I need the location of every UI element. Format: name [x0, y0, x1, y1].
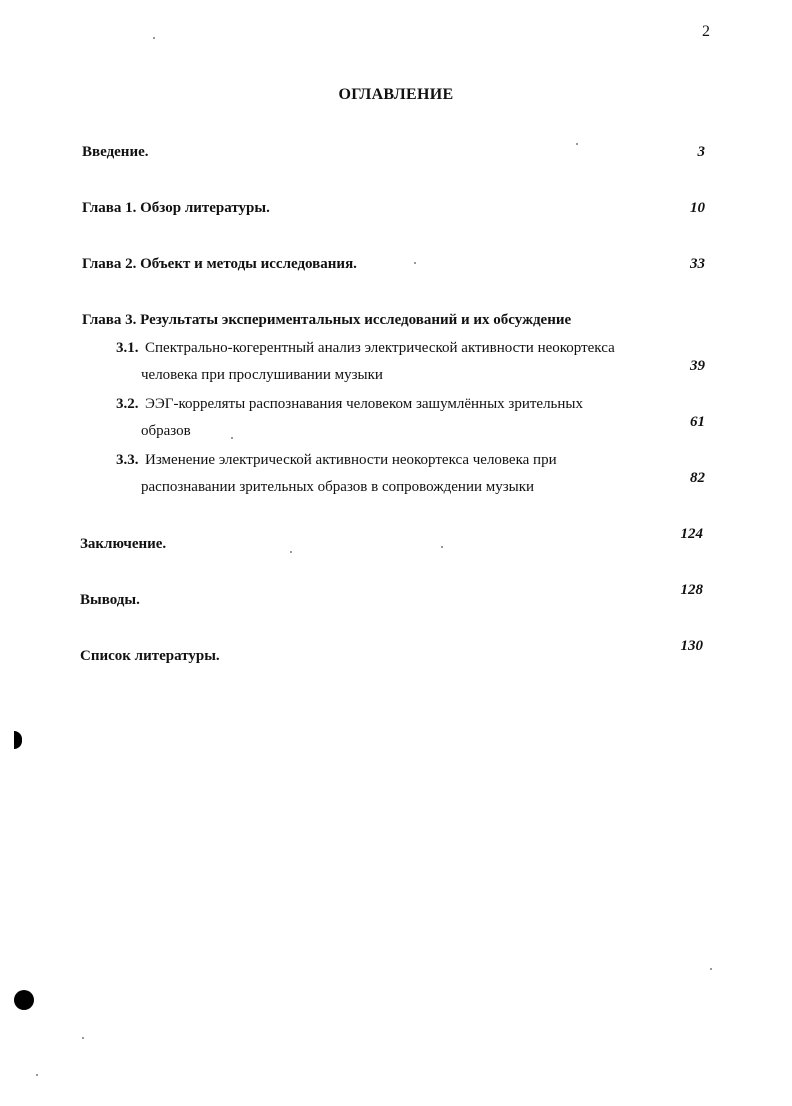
- toc-subsection-3-3-line1: Изменение электрической активности неокортекса человека при: [145, 452, 557, 468]
- toc-page-conclusion: 124: [680, 526, 703, 542]
- toc-subsection-3-2-line1: ЭЭГ-корреляты распознавания человеком зашумлённых зрительных: [145, 396, 583, 412]
- toc-entry-chapter-2: Глава 2. Объект и методы исследования.: [82, 256, 357, 272]
- punch-hole-mark: [14, 731, 22, 749]
- toc-subsection-3-1-line1: Спектрально-когерентный анализ электрической активности неокортекса: [145, 340, 615, 356]
- scan-speck: [710, 968, 712, 970]
- toc-entry-findings: Выводы.: [80, 592, 140, 608]
- page-number: 2: [702, 23, 710, 40]
- toc-subsection-3-1-number: 3.1.: [116, 340, 139, 356]
- toc-entry-chapter-1: Глава 1. Обзор литературы.: [82, 200, 270, 216]
- scan-speck: [290, 551, 292, 553]
- toc-subsection-3-2-number: 3.2.: [116, 396, 139, 412]
- toc-entry-introduction: Введение.: [82, 144, 149, 160]
- scan-speck: [153, 37, 155, 39]
- toc-title: ОГЛАВЛЕНИЕ: [338, 86, 454, 103]
- toc-page-chapter-1: 10: [690, 200, 705, 216]
- toc-page-subsection-3-1: 39: [690, 358, 705, 374]
- toc-subsection-3-1-line2: человека при прослушивании музыки: [141, 367, 383, 383]
- toc-page-introduction: 3: [697, 144, 705, 160]
- punch-hole-mark: [14, 990, 34, 1010]
- toc-page-chapter-2: 33: [690, 256, 705, 272]
- toc-subsection-3-3-line2: распознавании зрительных образов в сопровождении музыки: [141, 479, 535, 495]
- toc-page-findings: 128: [680, 582, 703, 598]
- toc-page-subsection-3-2: 61: [690, 414, 705, 430]
- scan-speck: [36, 1074, 38, 1076]
- scan-speck: [576, 143, 578, 145]
- toc-entry-chapter-3: Глава 3. Результаты экспериментальных исследований и их обсуждение: [82, 312, 572, 328]
- toc-subsection-3-3-number: 3.3.: [116, 452, 139, 468]
- scan-speck: [414, 262, 416, 264]
- toc-subsection-3-2-line2: образов: [141, 423, 191, 439]
- scan-speck: [231, 437, 233, 439]
- toc-page-subsection-3-3: 82: [690, 470, 705, 486]
- toc-entry-conclusion: Заключение.: [80, 536, 167, 552]
- scan-speck: [82, 1037, 84, 1039]
- toc-entry-references: Список литературы.: [80, 648, 220, 664]
- toc-page-references: 130: [680, 638, 703, 654]
- scan-speck: [441, 546, 443, 548]
